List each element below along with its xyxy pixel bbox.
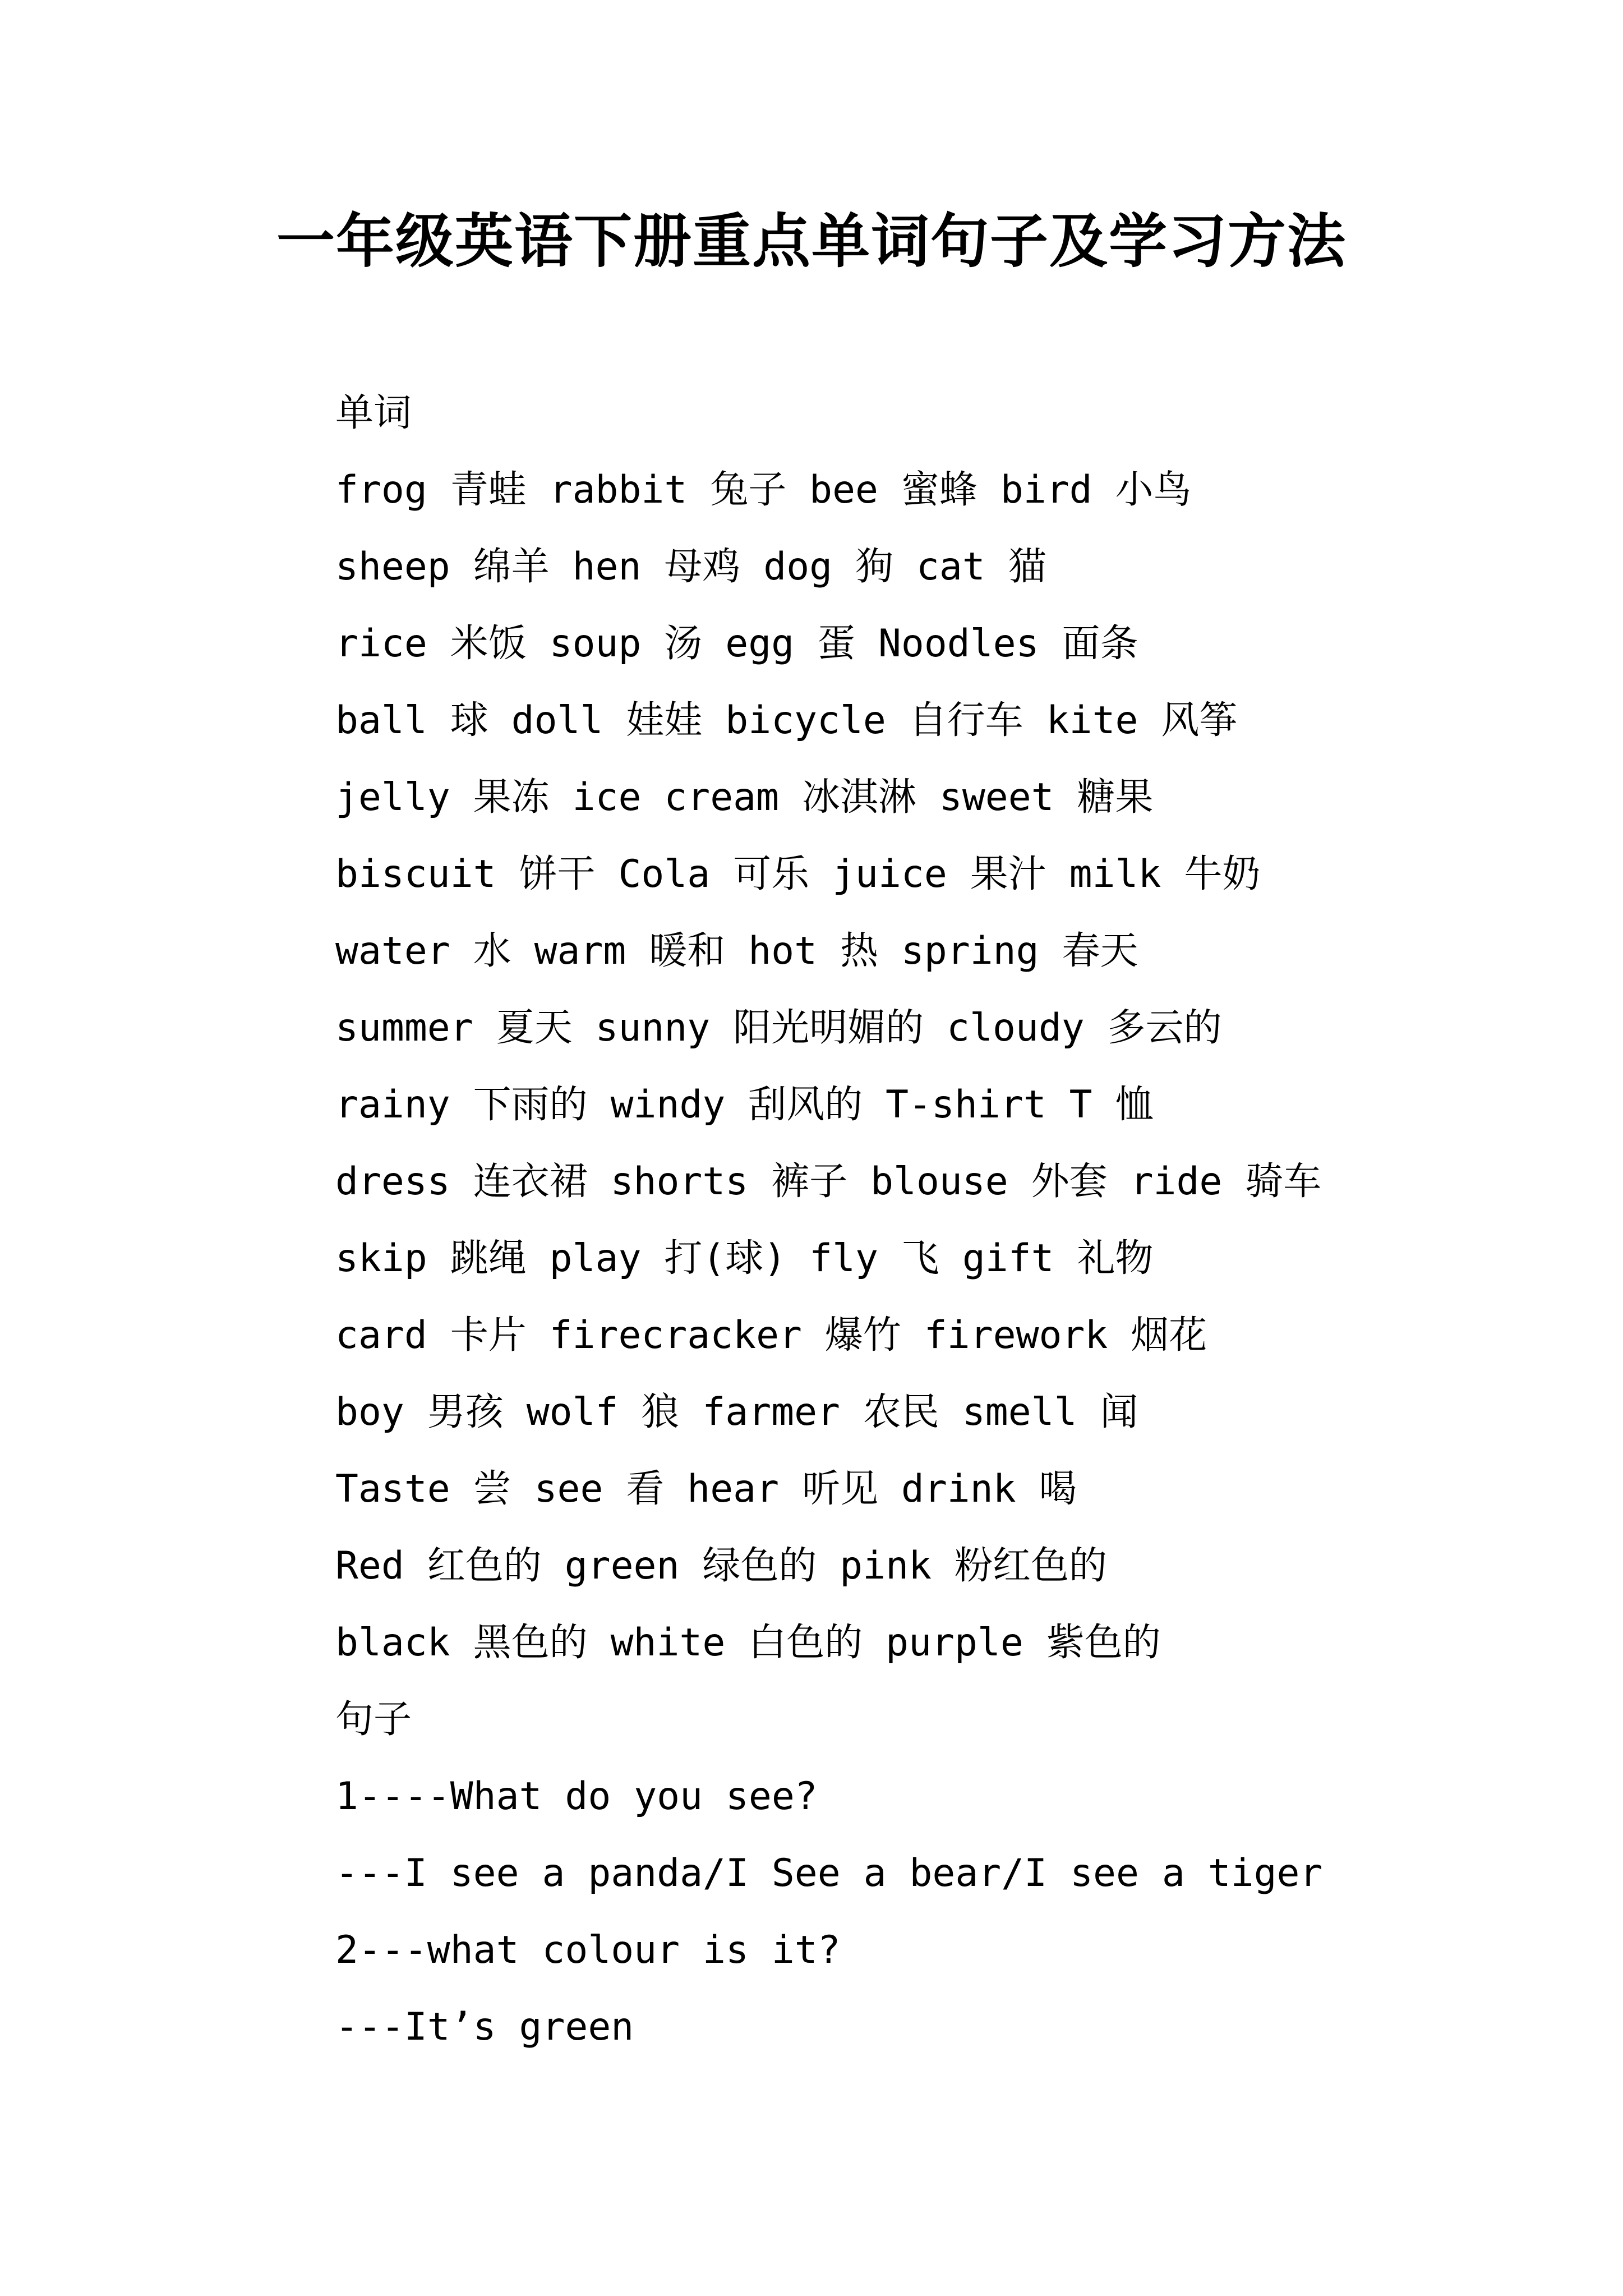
vocabulary-line: sheep 绵羊 hen 母鸡 dog 狗 cat 猫 xyxy=(335,545,1046,589)
document-title: 一年级英语下册重点单词句子及学习方法 xyxy=(276,206,1347,275)
document-body xyxy=(335,375,1513,2065)
sentence-line: ---I see a panda/I See a bear/I see a tiger xyxy=(335,1851,1323,1895)
sentences-heading: 句子 xyxy=(335,1697,412,1742)
vocabulary-line: jelly 果冻 ice cream 冰淇淋 sweet 糖果 xyxy=(335,775,1154,820)
vocabulary-line: black 黑色的 white 白色的 purple 紫色的 xyxy=(335,1621,1161,1665)
vocabulary-line: water 水 warm 暖和 hot 热 spring 春天 xyxy=(335,929,1138,973)
vocabulary-line: dress 连衣裙 shorts 裤子 blouse 外套 ride 骑车 xyxy=(335,1159,1322,1204)
sentence-line: 1----What do you see? xyxy=(335,1774,818,1819)
vocabulary-line: Red 红色的 green 绿色的 pink 粉红色的 xyxy=(335,1544,1107,1588)
vocabulary-line: biscuit 饼干 Cola 可乐 juice 果汁 milk 牛奶 xyxy=(335,852,1261,896)
vocabulary-line: rainy 下雨的 windy 刮风的 T-shirt T 恤 xyxy=(335,1083,1154,1127)
vocabulary-line: skip 跳绳 play 打(球) fly 飞 gift 礼物 xyxy=(335,1236,1154,1281)
vocabulary-line: boy 男孩 wolf 狼 farmer 农民 smell 闻 xyxy=(335,1390,1138,1434)
vocabulary-line: rice 米饭 soup 汤 egg 蛋 Noodles 面条 xyxy=(335,622,1138,666)
vocabulary-line: card 卡片 firecracker 爆竹 firework 烟花 xyxy=(335,1313,1207,1358)
sentence-line: 2---what colour is it? xyxy=(335,1928,841,1972)
sentence-line: ---It’s green xyxy=(335,2005,634,2049)
words-heading: 单词 xyxy=(335,391,412,435)
vocabulary-line: summer 夏天 sunny 阳光明媚的 cloudy 多云的 xyxy=(335,1006,1222,1050)
vocabulary-line: Taste 尝 see 看 hear 听见 drink 喝 xyxy=(335,1467,1077,1511)
vocabulary-line: frog 青蛙 rabbit 兔子 bee 蜜蜂 bird 小鸟 xyxy=(335,468,1192,512)
vocabulary-line: ball 球 doll 娃娃 bicycle 自行车 kite 风筝 xyxy=(335,698,1238,743)
